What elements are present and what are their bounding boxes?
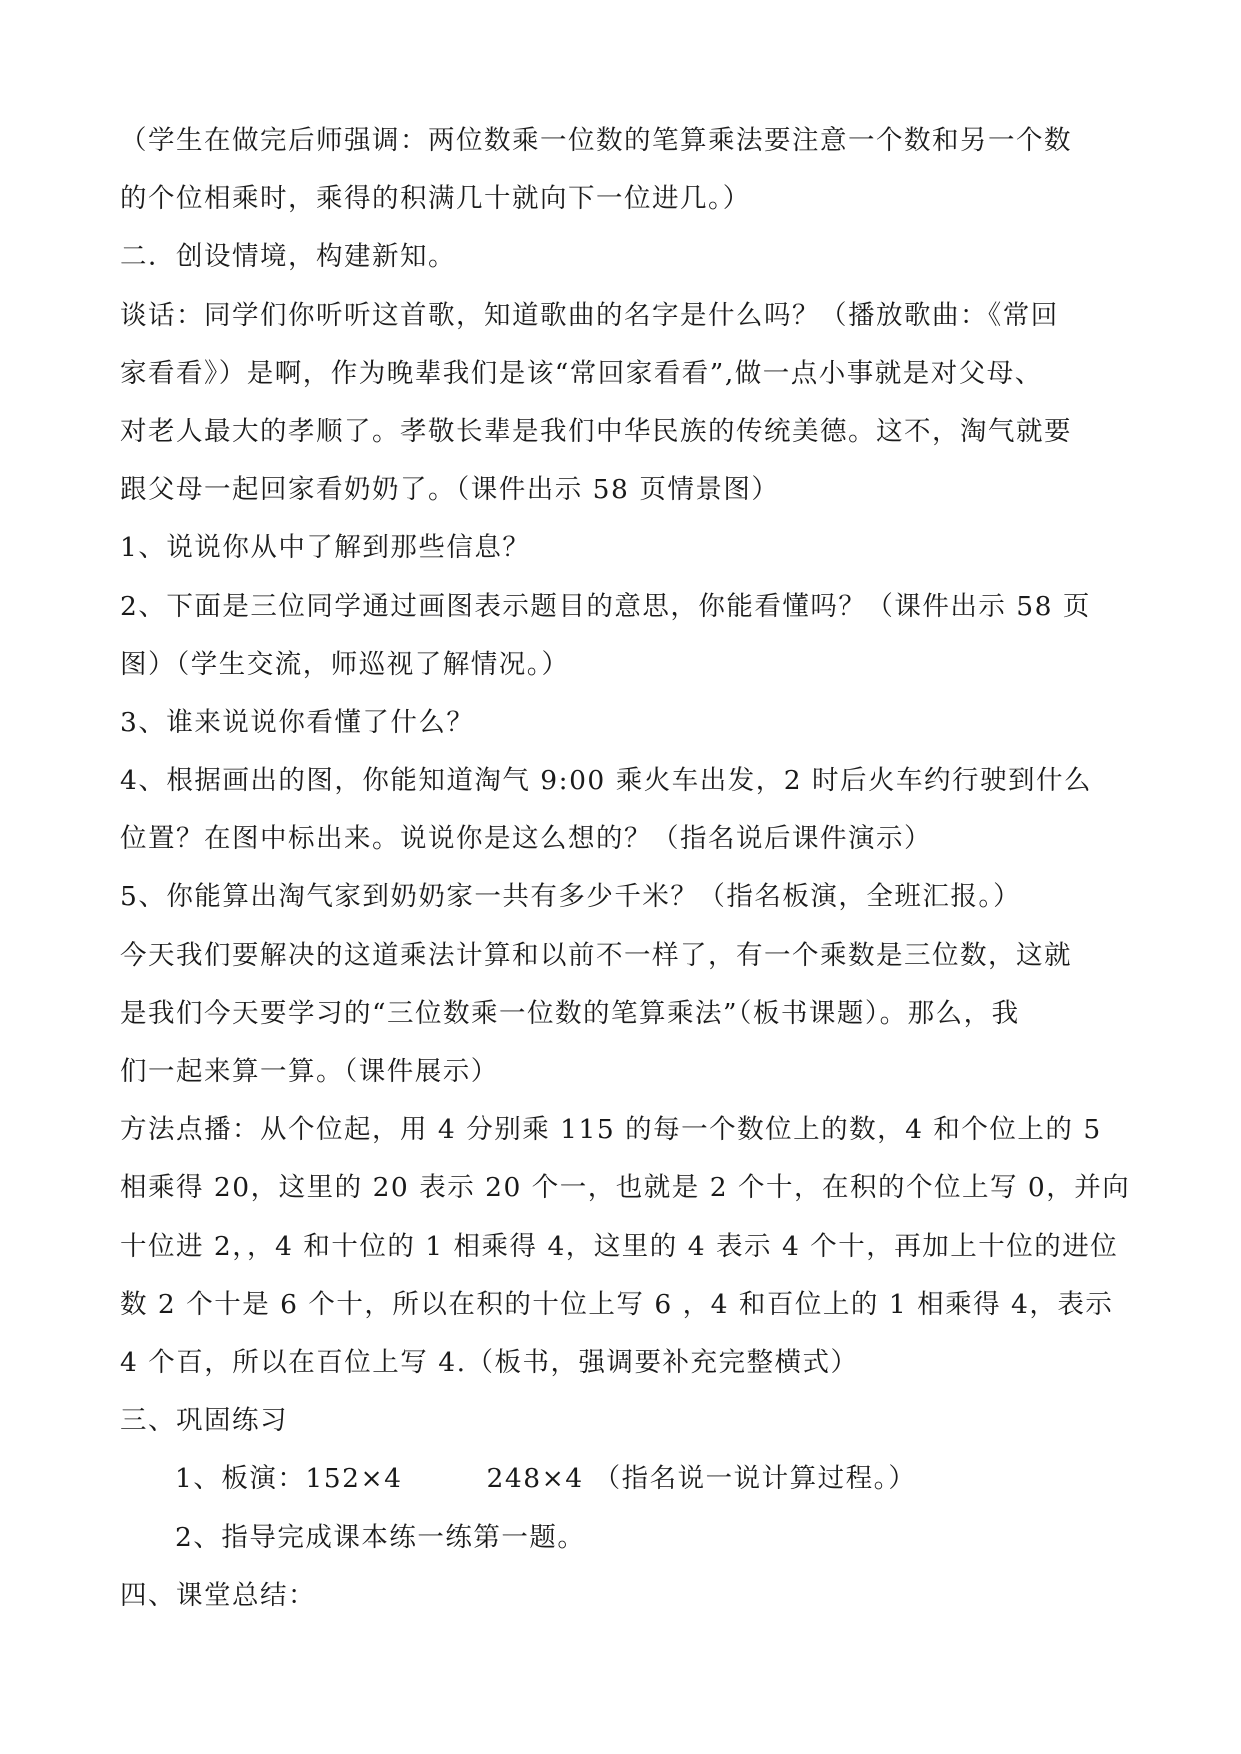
text-line: （学生在做完后师强调：两位数乘一位数的笔算乘法要注意一个数和另一个数 xyxy=(120,125,1072,156)
text-line: 方法点播：从个位起，用 4 分别乘 115 的每一个数位上的数，4 和个位上的 5 xyxy=(120,1114,1102,1146)
text-line: 跟父母一起回家看奶奶了。（课件出示 58 页情景图） xyxy=(120,474,780,506)
list-item: 4、根据画出的图，你能知道淘气 9:00 乘火车出发，2 时后火车约行驶到什么 xyxy=(120,765,1092,797)
text-line: 是我们今天要学习的“三位数乘一位数的笔算乘法”（板书课题）。那么，我 xyxy=(120,997,1020,1029)
text-line: 谈话：同学们你听听这首歌，知道歌曲的名字是什么吗？（播放歌曲：《常回 xyxy=(120,299,1059,331)
section-heading: 四、课堂总结： xyxy=(120,1579,316,1611)
list-item: 2、指导完成课本练一练第一题。 xyxy=(175,1521,586,1553)
text-line: 家看看》）是啊，作为晚辈我们是该“常回家看看”,做一点小事就是对父母、 xyxy=(120,357,1043,389)
text-line: 图）（学生交流，师巡视了解情况。） xyxy=(120,648,570,680)
section-heading: 三、巩固练习 xyxy=(120,1405,288,1437)
section-heading: 二．创设情境，构建新知。 xyxy=(120,241,456,273)
text-line: 对老人最大的孝顺了。孝敬长辈是我们中华民族的传统美德。这不，淘气就要 xyxy=(120,415,1072,447)
text-line: 数 2 个十是 6 个十，所以在积的十位上写 6 ，4 和百位上的 1 相乘得 4，表示 xyxy=(120,1288,1114,1320)
text-line: 今天我们要解决的这道乘法计算和以前不一样了，有一个乘数是三位数，这就 xyxy=(120,939,1072,971)
text-line: 十位进 2，，4 和十位的 1 相乘得 4，这里的 4 表示 4 个十，再加上十位的进位 xyxy=(120,1230,1119,1262)
text-line: 们一起来算一算。（课件展示） xyxy=(120,1056,499,1087)
text-line: 的个位相乘时，乘得的积满几十就向下一位进几。） xyxy=(120,183,751,215)
list-item: 3、谁来说说你看懂了什么？ xyxy=(120,706,475,738)
list-item: 5、你能算出淘气家到奶奶家一共有多少千米？（指名板演，全班汇报。） xyxy=(120,881,1022,913)
text-line: 位置？在图中标出来。说说你是这么想的？（指名说后课件演示） xyxy=(120,823,932,855)
document-body xyxy=(120,112,1160,1625)
list-item: 1、说说你从中了解到那些信息？ xyxy=(120,532,531,564)
text-line: 相乘得 20，这里的 20 表示 20 个一，也就是 2 个十，在积的个位上写 0，并向 xyxy=(120,1172,1131,1204)
list-item: 2、下面是三位同学通过画图表示题目的意思，你能看懂吗？（课件出示 58 页 xyxy=(120,590,1091,622)
text-line: 4 个百，所以在百位上写 4.（板书，强调要补充完整横式） xyxy=(120,1346,859,1378)
list-item: 1、板演：152×4 248×4 （指名说一说计算过程。） xyxy=(175,1463,917,1495)
